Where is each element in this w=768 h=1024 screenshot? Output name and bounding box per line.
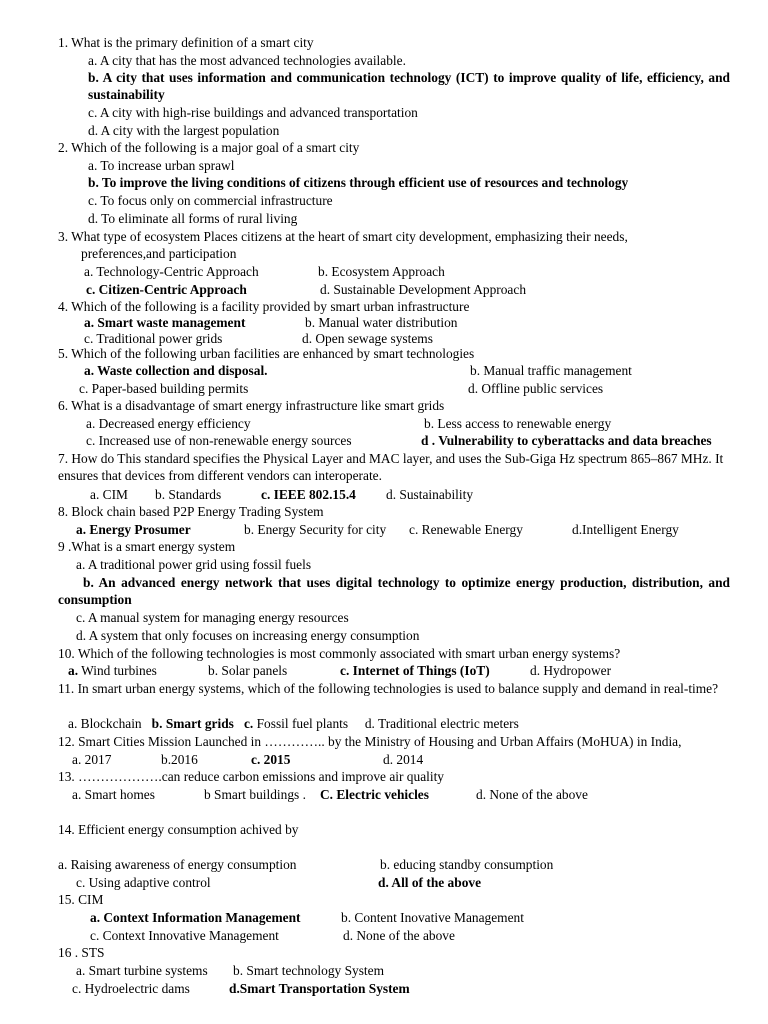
q8-option-a-answer: a. Energy Prosumer (76, 522, 191, 537)
q9-option-c: c. A manual system for managing energy resources (76, 610, 349, 625)
question-13: 13. ……………….can reduce carbon emissions and improve air quality (58, 769, 445, 784)
q13-option-a: a. Smart homes (72, 787, 155, 802)
q1-option-d: d. A city with the largest population (88, 123, 280, 138)
q12-option-d: d. 2014 (383, 752, 424, 767)
q11-option-d: d. Traditional electric meters (364, 716, 519, 731)
q9-option-b-answer: b. An advanced energy network that uses digital technology to optimize energy production, distribution, and consumption (58, 575, 730, 607)
q14-option-c: c. Using adaptive control (76, 875, 211, 890)
q11-option-b-answer: b. Smart grids (151, 716, 234, 731)
question-3-text: 3. What type of ecosystem Places citizens at the heart of smart city development, emphasizing their needs, preferences,and participation (58, 229, 628, 261)
question-10: 10. Which of the following technologies is most commonly associated with smart urban energy systems? (58, 646, 621, 661)
question-12: 12. Smart Cities Mission Launched in ………….. by the Ministry of Housing and Urban Affairs (MoHUA) in India, (58, 734, 682, 749)
question-4: 4. Which of the following is a facility provided by smart urban infrastructure (58, 299, 470, 314)
question-16: 16 . STS (58, 945, 105, 960)
q8-option-d: d.Intelligent Energy (572, 522, 679, 537)
q7-option-c-answer: c. IEEE 802.15.4 (261, 487, 356, 502)
q3-option-a: a. Technology-Centric Approach (84, 264, 259, 279)
q10-option-a (68, 662, 157, 679)
q9-option-a: a. A traditional power grid using fossil fuels (76, 557, 312, 572)
q8-option-b: b. Energy Security for city (244, 522, 387, 537)
q5-option-a-answer: a. Waste collection and disposal. (84, 363, 268, 378)
question-5: 5. Which of the following urban facilities are enhanced by smart technologies (58, 346, 475, 361)
q4-option-b: b. Manual water distribution (305, 315, 458, 330)
question-9: 9 .What is a smart energy system (58, 539, 236, 554)
q16-option-c: c. Hydroelectric dams (72, 981, 190, 996)
q13-option-c-answer: C. Electric vehicles (320, 787, 429, 802)
question-6: 6. What is a disadvantage of smart energy infrastructure like smart grids (58, 398, 445, 413)
q11-options-line (68, 715, 519, 732)
q2-option-c: c. To focus only on commercial infrastructure (88, 193, 333, 208)
q5-option-d: d. Offline public services (468, 381, 604, 396)
q1-option-c: c. A city with high-rise buildings and advanced transportation (88, 105, 418, 120)
q14-option-b: b. educing standby consumption (380, 857, 554, 872)
question-14: 14. Efficient energy consumption achived by (58, 822, 299, 837)
q15-option-c: c. Context Innovative Management (90, 928, 279, 943)
q11-option-c-letter: c. (243, 716, 254, 731)
question-11: 11. In smart urban energy systems, which of the following technologies is used to balance supply and demand in real-time? (58, 681, 719, 696)
q6-option-d-answer: d . Vulnerability to cyberattacks and data breaches (421, 433, 712, 448)
question-15: 15. CIM (58, 892, 104, 907)
q16-option-d-answer: d.Smart Transportation System (229, 981, 410, 996)
q3-option-d: d. Sustainable Development Approach (320, 282, 527, 297)
q2-option-a: a. To increase urban sprawl (88, 158, 235, 173)
q4-option-c: c. Traditional power grids (84, 331, 223, 346)
q15-option-a-answer: a. Context Information Management (90, 910, 301, 925)
q5-option-b: b. Manual traffic management (470, 363, 632, 378)
q13-option-d: d. None of the above (476, 787, 588, 802)
q2-option-d: d. To eliminate all forms of rural living (88, 211, 298, 226)
q7-option-a: a. CIM (90, 487, 128, 502)
question-7: 7. How do This standard specifies the Physical Layer and MAC layer, and uses the Sub-Giga Hz spectrum 865–867 MHz. It ensures that devices from different vendors can interoperate. (58, 451, 724, 483)
q16-option-a: a. Smart turbine systems (76, 963, 208, 978)
q12-option-a: a. 2017 (72, 752, 112, 767)
q6-option-c: c. Increased use of non-renewable energy sources (86, 433, 352, 448)
q3-option-c-answer: c. Citizen-Centric Approach (86, 282, 247, 297)
question-3 (58, 228, 698, 262)
q7-option-d: d. Sustainability (386, 487, 474, 502)
q2-option-b-answer: b. To improve the living conditions of citizens through efficient use of resources and technology (88, 175, 629, 190)
q7-option-b: b. Standards (155, 487, 222, 502)
q8-option-c: c. Renewable Energy (409, 522, 523, 537)
q3-option-b: b. Ecosystem Approach (318, 264, 445, 279)
q10-option-a-text: Wind turbines (81, 663, 157, 678)
q1-option-b-answer: b. A city that uses information and communication technology (ICT) to improve quality of life, efficiency, and sustainability (88, 70, 730, 102)
question-8: 8. Block chain based P2P Energy Trading System (58, 504, 324, 519)
q6-option-a: a. Decreased energy efficiency (86, 416, 251, 431)
q16-option-b: b. Smart technology System (233, 963, 385, 978)
q15-option-d: d. None of the above (343, 928, 455, 943)
q10-option-c-answer: c. Internet of Things (IoT) (340, 663, 490, 678)
q10-option-b: b. Solar panels (208, 663, 288, 678)
q12-option-b: b.2016 (161, 752, 198, 767)
q6-option-b: b. Less access to renewable energy (424, 416, 612, 431)
q12-option-c-answer: c. 2015 (251, 752, 291, 767)
q11-option-a: a. Blockchain (68, 716, 142, 731)
question-2: 2. Which of the following is a major goal of a smart city (58, 140, 360, 155)
q9-option-d: d. A system that only focuses on increasing energy consumption (76, 628, 420, 643)
q1-option-a: a. A city that has the most advanced technologies available. (88, 53, 406, 68)
q4-option-a-answer: a. Smart waste management (84, 315, 246, 330)
q14-option-d-answer: d. All of the above (378, 875, 482, 890)
q14-option-a: a. Raising awareness of energy consumption (58, 857, 297, 872)
q11-option-c: Fossil fuel plants (256, 716, 349, 731)
q10-option-a-letter: a. (68, 663, 79, 678)
question-1: 1. What is the primary definition of a smart city (58, 35, 314, 50)
q4-option-d: d. Open sewage systems (302, 331, 433, 346)
q13-option-b: b Smart buildings . (204, 787, 306, 802)
q5-option-c: c. Paper-based building permits (79, 381, 249, 396)
q15-option-b: b. Content Inovative Management (341, 910, 524, 925)
q10-option-d: d. Hydropower (530, 663, 612, 678)
